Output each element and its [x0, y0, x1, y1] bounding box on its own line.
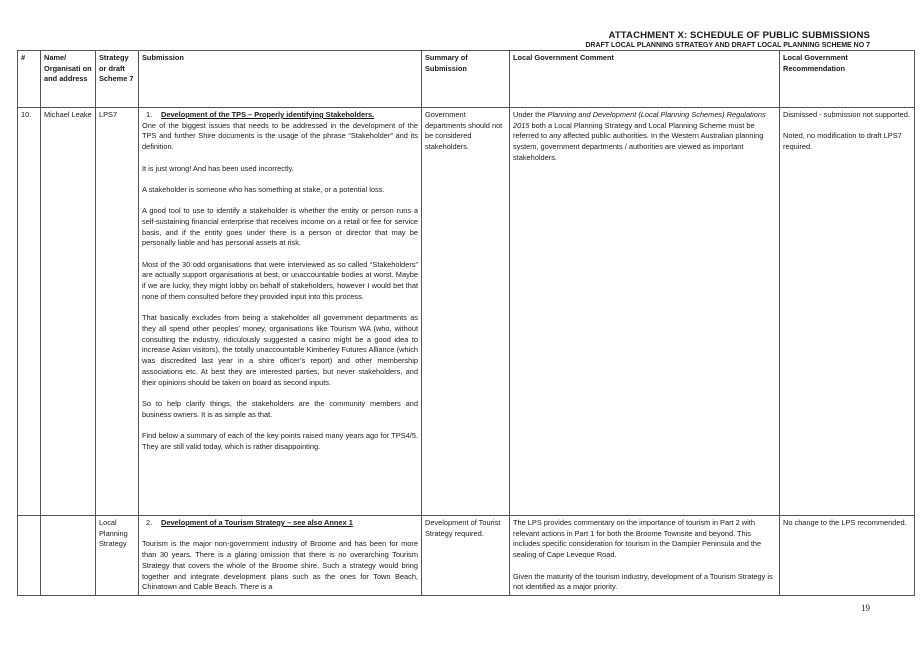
- strategy-ref: Local Planning Strategy: [96, 516, 139, 596]
- paragraph: A good tool to use to identify a stakeholder is whether the entity or person runs a self-sustaining financial enterprise that receives income on a retail or fee for service basis, and if the entity goes under there is a person or director that may be personally liable and has personal assets at risk.: [142, 206, 418, 248]
- strategy-ref: LPS7: [96, 108, 139, 516]
- submission-number: [18, 516, 41, 596]
- col-header-comment: Local Government Comment: [510, 51, 780, 108]
- paragraph: Tourism is the major non-government industry of Broome and has been for more than 30 years. There is a glaring omission that there is no overarching Tourism Strategy that covers the whole of the Broome shire. Such a strategy would bring together and integrate development plans such as the ones for Town Beach, Chinatown and Cable Beach. There is a: [142, 539, 418, 592]
- table-row: [18, 516, 915, 596]
- paragraph: A stakeholder is someone who has something at stake, or a potential loss.: [142, 184, 385, 194]
- submissions-table: [17, 50, 915, 596]
- col-header-submission: Submission: [139, 51, 422, 108]
- paragraph: So to help clarify things, the stakeholders are the community members and business owners. It is as simple as that.: [142, 398, 418, 419]
- page-number: 19: [861, 603, 870, 613]
- paragraph: Most of the 30 odd organisations that were interviewed as so called “Stakeholders” are actually support organisations at best, or unaccountable bodies at worst. Maybe if we are lucky, they might lobby on behalf of stakeholders, however I would bet that none of them consulted before they provided input into this process.: [142, 259, 418, 301]
- local-government-comment: Under the Planning and Development (Local Planning Schemes) Regulations 2015 both a Local Planning Strategy and Local Planning Scheme must be referred to any affected public authorities. In the Western Australian planning system, government departments / authorities are viewed as important stakeholders.: [510, 108, 780, 516]
- paragraph: Find below a summary of each of the key points raised many years ago for TPS4/5. They are still valid today, which is rather disappointing.: [142, 430, 418, 451]
- submission-heading: 2. Development of a Tourism Strategy – see also Annex 1: [146, 518, 353, 527]
- local-government-recommendation: No change to the LPS recommended.: [780, 516, 915, 596]
- document-subtitle: DRAFT LOCAL PLANNING STRATEGY AND DRAFT LOCAL PLANNING SCHEME NO 7: [585, 42, 870, 49]
- paragraph: It is just wrong! And has been used incorrectly.: [142, 163, 294, 173]
- submission-text: [139, 108, 422, 516]
- table-row: [18, 108, 915, 516]
- local-government-recommendation: Dismissed - submission not supported. Noted, no modification to draft LPS7 required.: [780, 108, 915, 516]
- col-header-number: #: [18, 51, 41, 108]
- table-header-row: [18, 51, 915, 108]
- submission-number: 10.: [18, 108, 41, 516]
- submitter-name: Michael Leake: [41, 108, 96, 516]
- paragraph: One of the biggest issues that needs to be addressed in the development of the TPS and further Shire documents is the usage of the phrase “Stakeholder” and its definition.: [142, 120, 418, 152]
- document-title: ATTACHMENT X: SCHEDULE OF PUBLIC SUBMISSIONS: [608, 30, 870, 41]
- submitter-name: [41, 516, 96, 596]
- submission-summary: Government departments should not be considered stakeholders.: [422, 108, 510, 516]
- col-header-strategy: Strategy or draft Scheme 7: [96, 51, 139, 108]
- paragraph: That basically excludes from being a stakeholder all government departments as they all spend other peoples’ money, organisations like Tourism WA (who, without consulting the industry, ridiculously suggested a casino might be a good idea to increase Asian visitors), the totally unaccountable Kimberley Futures Alliance (which was discredited last year in a shire officer’s report) and other membership associations etc. At best they are interested parties, but never stakeholders, and their opinions should be taken on board as second inputs.: [142, 313, 418, 387]
- col-header-summary: Summary of Submission: [422, 51, 510, 108]
- submission-text: [139, 516, 422, 596]
- submission-summary: Development of Tourist Strategy required.: [422, 516, 510, 596]
- col-header-name: Name/ Organisati on and address: [41, 51, 96, 108]
- submission-heading: 1. Development of the TPS – Properly identifying Stakeholders. One of the biggest issues that needs to be addressed in the development of the TPS and further Shire documents is the usage of the phrase “Stakeholder” and its definition.: [142, 110, 418, 152]
- local-government-comment: The LPS provides commentary on the importance of tourism in Part 2 with relevant actions in Part 1 for both the Broome Townsite and beyond. This includes specific consideration for tourism in the Dampier Peninsula and the sealing of Cape Leveque Road. Given the maturity of the tourism industry, development of a Tourism Strategy is not identified as a major priority.: [510, 516, 780, 596]
- col-header-recommendation: Local Government Recommendation: [780, 51, 915, 108]
